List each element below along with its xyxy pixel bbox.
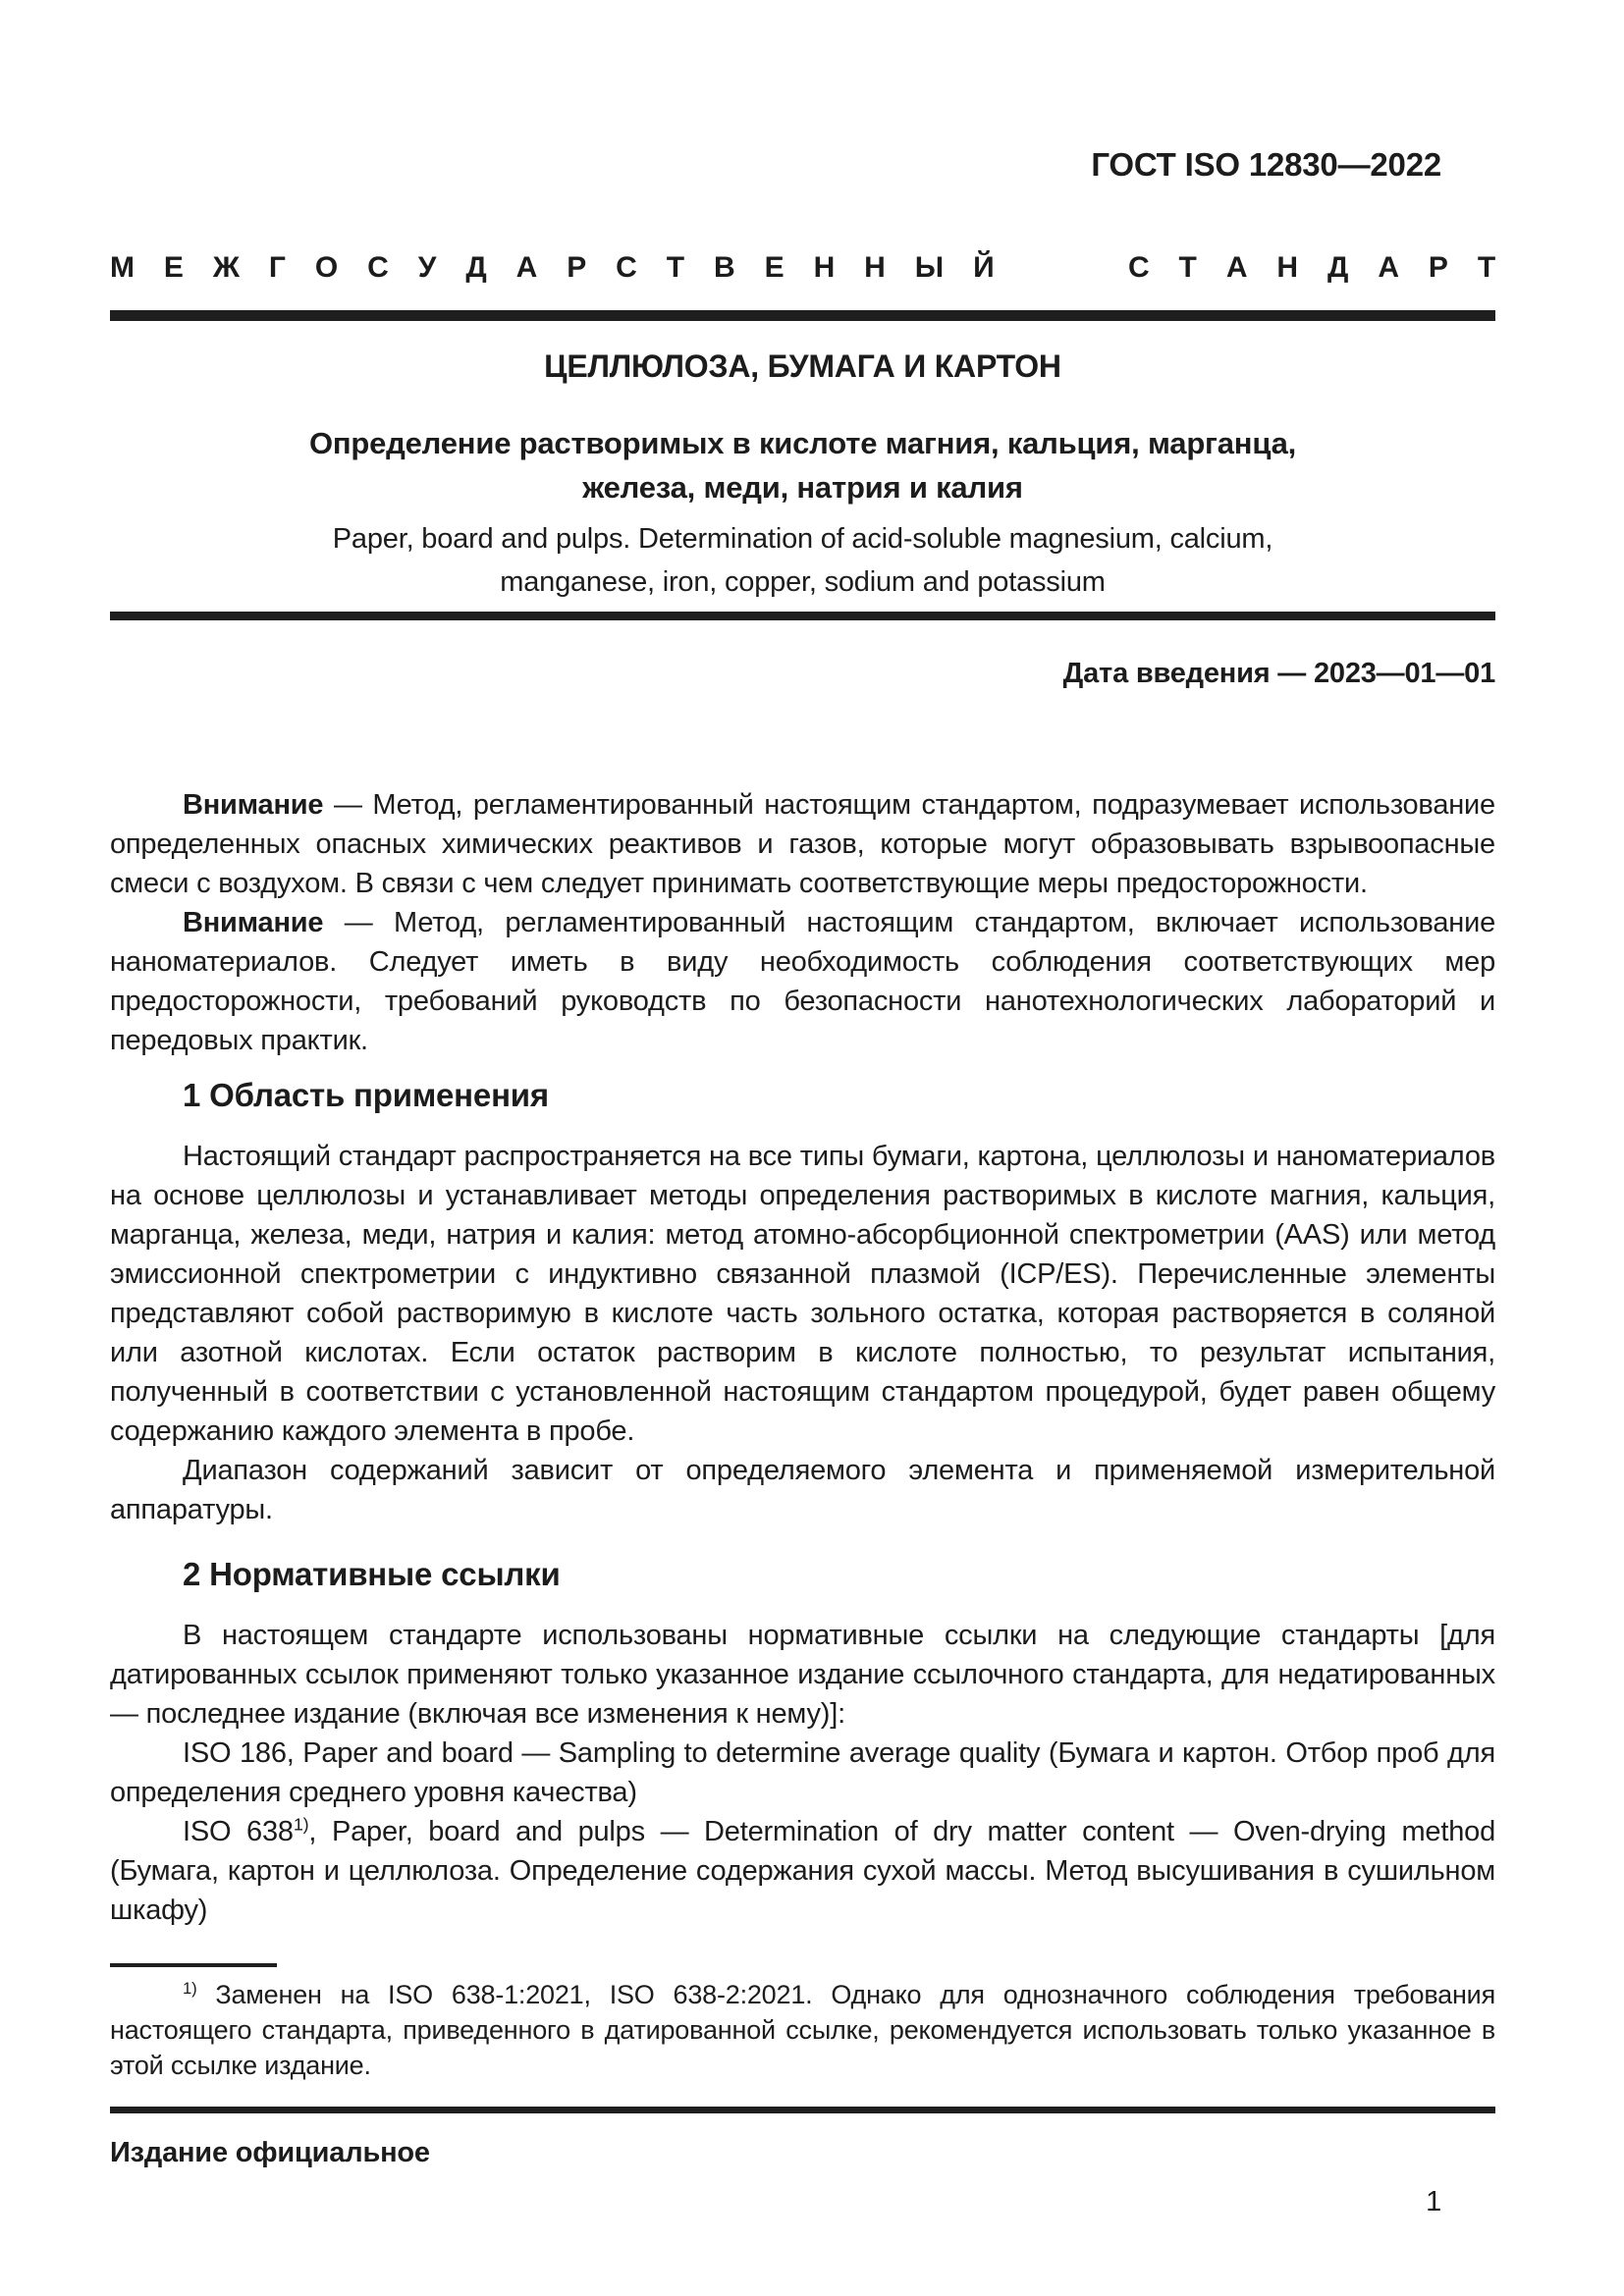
warning-text-1: — Метод, регламентированный настоящим стандартом, подразумевает использование определенных опасных химических реактивов и газов, которые могут образовывать взрывоопасные смеси с воздухом. В связи с чем следует принимать соответствующие меры предосторожности. xyxy=(110,789,1495,899)
footnote-block xyxy=(110,1963,1495,2083)
subtitle-ru-line-1: Определение растворимых в кислоте магния, кальция, марганца, xyxy=(308,426,1297,460)
reference-iso-638 xyxy=(110,1812,1495,1930)
title-en xyxy=(110,517,1495,604)
standard-type-banner xyxy=(110,249,1495,287)
edition-note: Издание официальное xyxy=(110,2137,430,2168)
footnote-paragraph xyxy=(110,1977,1495,2083)
section-1-heading: 1 Область применения xyxy=(183,1077,549,1113)
section-1-paragraph-1: Настоящий стандарт распространяется на все типы бумаги, картона, целлюлозы и наноматериалов на основе целлюлозы и устанавливает методы определения растворимых в кислоте магния, кальция, марганца, железа, меди, натрия и калия: метод атомно-абсорбционной спектрометрии (AAS) или метод эмиссионной спектрометрии с индуктивно связанной плазмой (ICP/ES). Перечисленные элементы представляют собой растворимую в кислоте часть зольного остатка, которая растворяется в соляной или азотной кислотах. Если остаток растворим в кислоте полностью, то результат испытания, полученный в соответствии с установленной настоящим стандартом процедурой, будет равен общему содержанию каждого элемента в пробе. xyxy=(110,1141,1495,1447)
warning-paragraph-1 xyxy=(110,785,1495,903)
warnings-block xyxy=(110,785,1495,1060)
warning-label-2: Внимание xyxy=(183,907,324,938)
subtitle-ru xyxy=(110,421,1495,509)
warning-text-2: — Метод, регламентированный настоящим стандартом, включает использование наноматериалов. Следует иметь в виду необходимость соблюдения соответствующих мер предосторожности, требований руководств по безопасности нанотехнологических лабораторий и передовых практик. xyxy=(110,907,1495,1056)
banner-word-1: М Е Ж Г О С У Д А Р С Т В Е Н Н Ы Й xyxy=(110,251,995,284)
warning-label-1: Внимание xyxy=(183,789,324,821)
reference-iso-186: ISO 186, Paper and board — Sampling to determine average quality (Бумага и картон. Отбор проб для определения среднего уровня качества) xyxy=(110,1737,1495,1808)
title-en-line-2: manganese, iron, copper, sodium and potassium xyxy=(500,566,1106,598)
section-2-heading: 2 Нормативные ссылки xyxy=(183,1556,561,1592)
footnote-text: Заменен на ISO 638-1:2021, ISO 638-2:2021. Однако для однозначного соблюдения требования настоящего стандарта, приведенного в датированной ссылке, рекомендуется использовать только указанное в этой ссылке издание. xyxy=(110,1980,1495,2080)
effective-date: Дата введения — 2023—01—01 xyxy=(1062,658,1495,689)
footnote-reference-marker: 1) xyxy=(293,1814,309,1835)
section-2-paragraph-1: В настоящем стандарте использованы нормативные ссылки на следующие стандарты [для датированных ссылок применяют только указанное издание ссылочного стандарта, для недатированных — последнее издание (включая все изменения к нему)]: xyxy=(110,1620,1495,1730)
title-en-line-1: Paper, board and pulps. Determination of acid-soluble magnesium, calcium, xyxy=(332,523,1273,555)
subtitle-ru-line-2: железа, меди, натрия и калия xyxy=(582,470,1023,505)
footer-divider xyxy=(110,2107,1495,2113)
reference-iso-638-prefix: ISO 638 xyxy=(183,1816,294,1847)
doc-code: ГОСТ ISO 12830—2022 xyxy=(1091,146,1441,183)
footnote-marker: 1) xyxy=(183,1979,197,1998)
banner-word-2: С Т А Н Д А Р Т xyxy=(1127,251,1495,284)
reference-iso-638-text: , Paper, board and pulps — Determination of dry matter content — Oven-drying method (Бумага, картон и целлюлоза. Определение содержания сухой массы. Метод высушивания в сушильном шкафу) xyxy=(110,1816,1495,1926)
top-divider xyxy=(110,310,1495,321)
title-divider xyxy=(110,612,1495,620)
title-ru: ЦЕЛЛЮЛОЗА, БУМАГА И КАРТОН xyxy=(544,348,1061,384)
footnote-divider xyxy=(110,1963,277,1967)
page-number: 1 xyxy=(1426,2186,1441,2217)
section-1-paragraph-2: Диапазон содержаний зависит от определяемого элемента и применяемой измерительной аппаратуры. xyxy=(110,1455,1495,1525)
warning-paragraph-2 xyxy=(110,903,1495,1060)
